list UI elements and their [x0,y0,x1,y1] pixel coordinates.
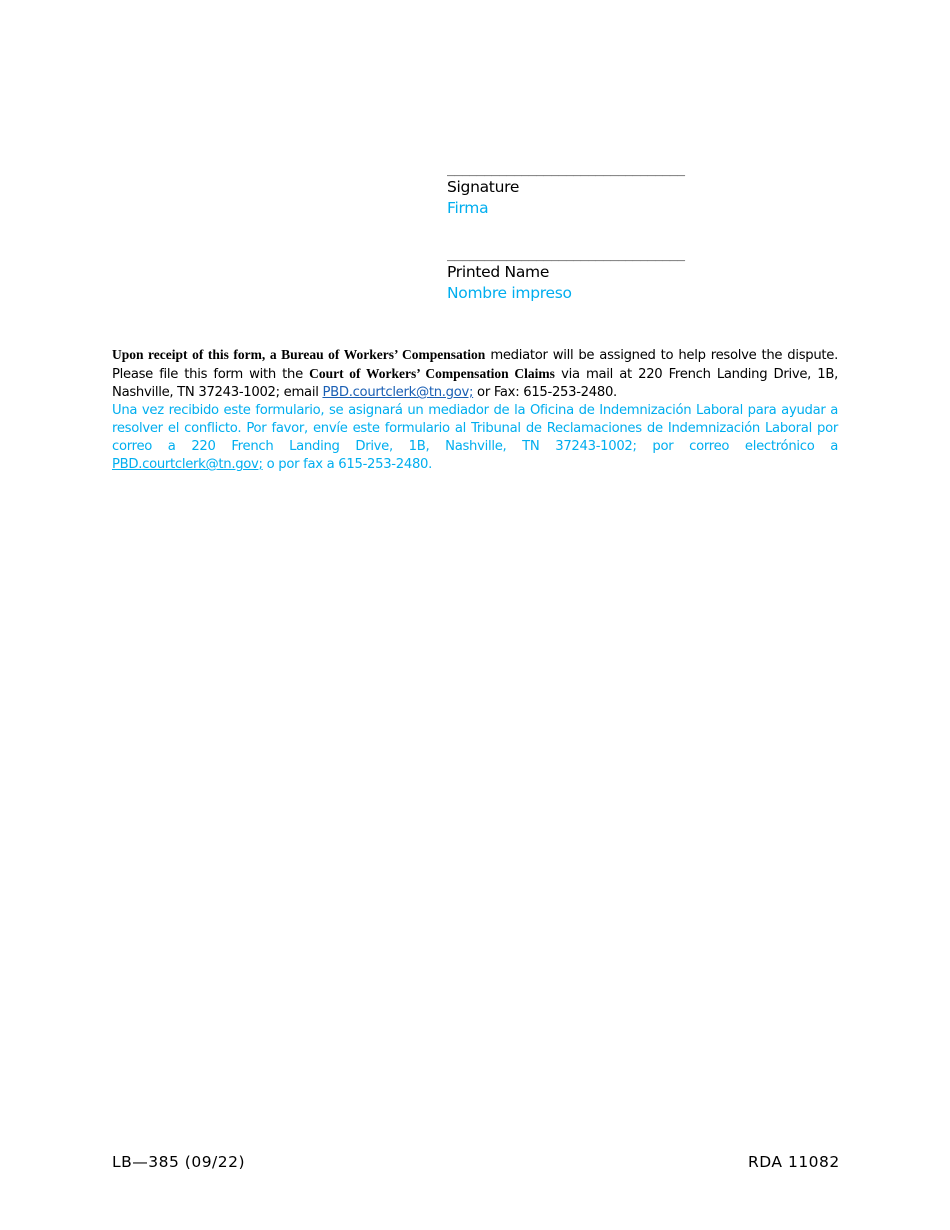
rda-number: RDA 11082 [748,1153,840,1171]
signature-label-spanish: Firma [447,199,489,217]
email-link-spanish[interactable]: PBD.courtclerk@tn.gov; [112,457,263,472]
signature-block [447,163,747,219]
printed-name-block [447,248,747,304]
email-link[interactable]: PBD.courtclerk@tn.gov; [322,385,474,400]
signature-line[interactable]: ________________________________ [447,162,685,177]
filing-notice-english [112,346,838,402]
notice-bold-intro: Upon receipt of this form, a Bureau of Workers’ Compensation [112,347,486,362]
notice-court-name: Court of Workers’ Compensation Claims [309,366,555,381]
printed-name-label-spanish: Nombre impreso [447,284,572,302]
form-number: LB—385 (09/22) [112,1153,246,1171]
notice-text-spanish: Una vez recibido este formulario, se asignará un mediador de la Oficina de Indemnización Laboral para ayudar a resolver el conflicto. Por favor, envíe este formulario al Tribunal de Reclamaciones de Indemnización Laboral por correo a 220 French Landing Drive, 1B, Nashville, TN 37243-1002; por correo electrónico a [112,403,838,454]
notice-fax-text: or Fax: 615-253-2480. [473,385,617,400]
signature-label: Signature [447,178,520,196]
notice-text: mediator will be assigned to help resolve the dispute. Please file this form with the [112,348,838,382]
filing-notice-spanish [112,402,838,474]
printed-name-line[interactable]: ________________________________ [447,247,685,262]
printed-name-label: Printed Name [447,263,550,281]
notice-address-text: via mail at 220 French Landing Drive, 1B, Nashville, TN 37243-1002; email [112,367,839,400]
filing-notice [112,346,838,474]
notice-fax-text-spanish: o por fax a 615-253-2480. [262,457,433,472]
